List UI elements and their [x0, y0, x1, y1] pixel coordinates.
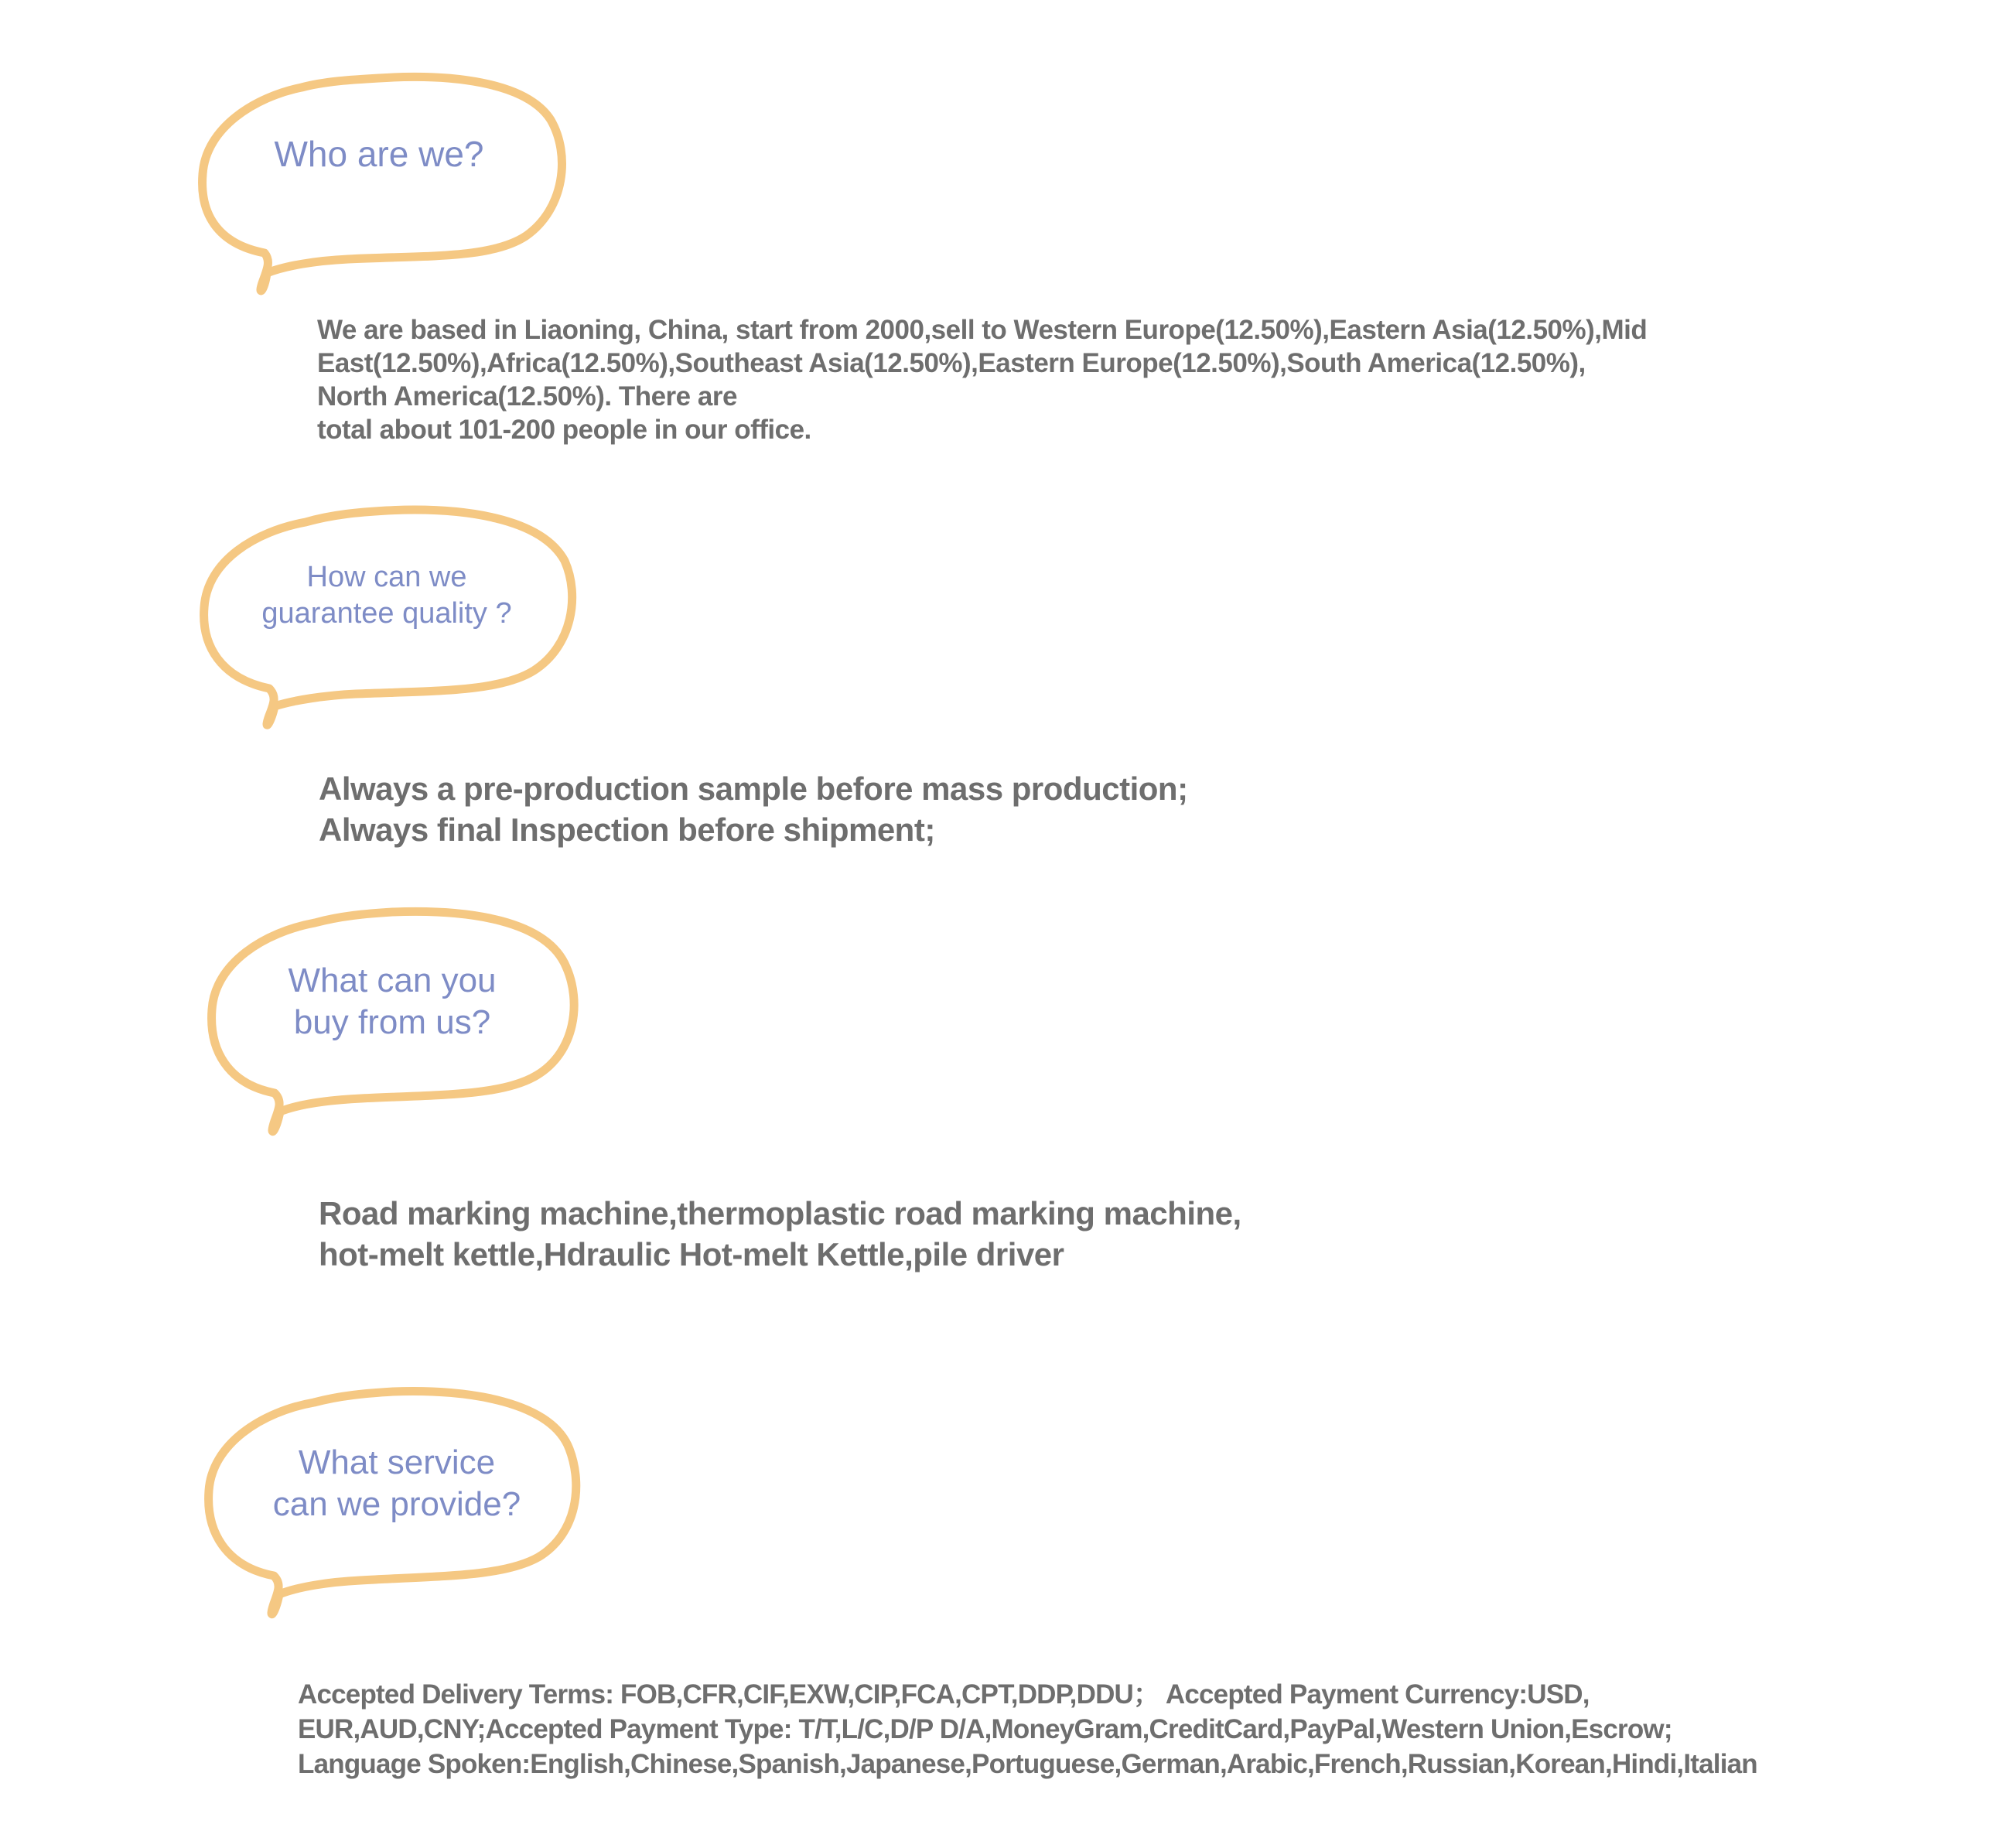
question-quality: [217, 538, 557, 654]
question-line: How can we: [306, 561, 467, 593]
answer-line: Road marking machine,thermoplastic road marking machine,: [319, 1195, 1241, 1231]
question-line: What can you: [288, 962, 497, 999]
answer-line: total about 101-200 people in our office.: [317, 415, 811, 445]
question-services: [223, 1419, 571, 1547]
question-line: guarantee quality ?: [261, 597, 512, 630]
answer-services: [298, 1677, 1757, 1781]
answer-who-are-we: [317, 313, 1647, 446]
question-who-are-we: [224, 101, 534, 209]
answer-products: [319, 1193, 1241, 1275]
answer-line: Language Spoken:English,Chinese,Spanish,Japanese,Portuguese,German,Arabic,French,Russian,Korean,Hindi,Italian: [298, 1749, 1757, 1779]
answer-line: East(12.50%),Africa(12.50%),Southeast Asia(12.50%),Eastern Europe(12.50%),South America(12.50%),: [317, 348, 1586, 378]
answer-line: We are based in Liaoning, China, start from 2000,sell to Western Europe(12.50%),Eastern Asia(12.50%),Mid: [317, 315, 1648, 345]
answer-line: North America(12.50%). There are: [317, 381, 737, 412]
answer-line: EUR,AUD,CNY;Accepted Payment Type: T/T,L/C,D/P D/A,MoneyGram,CreditCard,PayPal,Western Union,Escrow;: [298, 1714, 1672, 1744]
answer-quality: [319, 768, 1188, 850]
answer-line: Always a pre-production sample before mass production;: [319, 770, 1188, 807]
question-line: Who are we?: [274, 134, 484, 175]
question-line: can we provide?: [272, 1484, 521, 1523]
question-line: buy from us?: [293, 1003, 491, 1041]
question-products: [222, 940, 562, 1064]
speech-bubble: [193, 499, 580, 735]
speech-bubble: [203, 901, 582, 1141]
speech-bubble: [193, 66, 565, 298]
answer-line: Always final Inspection before shipment;: [319, 811, 935, 848]
speech-bubble: [200, 1381, 586, 1624]
answer-line: hot-melt kettle,Hdraulic Hot-melt Kettle,pile driver: [319, 1236, 1064, 1272]
question-line: What service: [298, 1443, 496, 1481]
answer-line: Accepted Delivery Terms: FOB,CFR,CIF,EXW,CIP,FCA,CPT,DDP,DDU； Accepted Payment Currency:USD,: [298, 1679, 1590, 1710]
